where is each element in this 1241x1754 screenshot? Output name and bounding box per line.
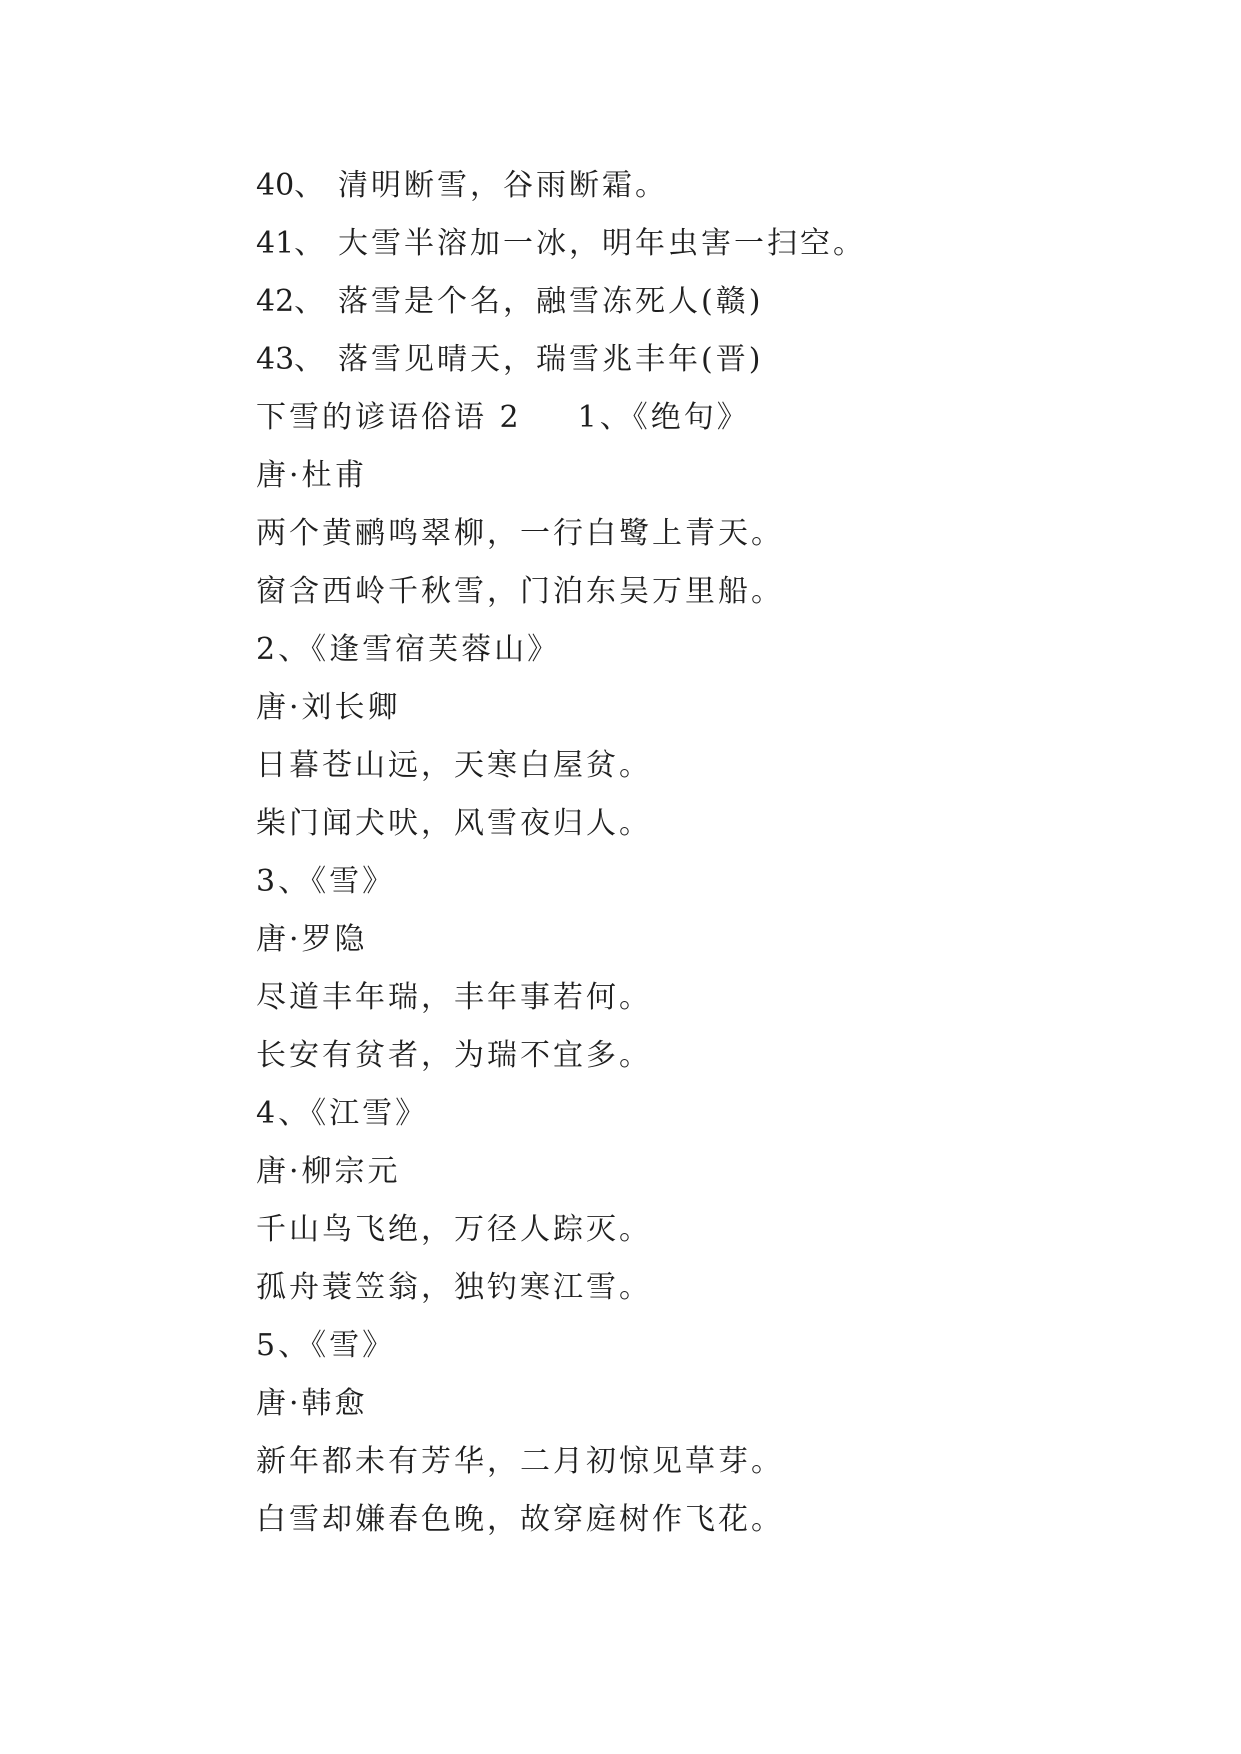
proverb-number: 42、 — [256, 284, 325, 319]
poem-title: 4、《江雪》 — [256, 1096, 429, 1131]
proverb-text: 大雪半溶加一冰，明年虫害一扫空。 — [338, 226, 866, 261]
poem-line: 窗含西岭千秋雪，门泊东吴万里船。 — [256, 574, 784, 609]
section-heading — [256, 398, 750, 438]
poem-title: 1、《绝句》 — [577, 400, 750, 435]
poem-title: 3、《雪》 — [256, 864, 396, 899]
proverb-number: 43、 — [256, 342, 325, 377]
poem-author: 唐·刘长卿 — [256, 690, 401, 725]
poem-line: 白雪却嫌春色晚，故穿庭树作飞花。 — [256, 1502, 784, 1537]
poem-author: 唐·柳宗元 — [256, 1154, 401, 1189]
proverb-line — [256, 340, 763, 380]
poem-line: 孤舟蓑笠翁，独钓寒江雪。 — [256, 1270, 652, 1305]
proverb-number: 40、 — [256, 168, 325, 203]
proverb-text: 落雪见晴天，瑞雪兆丰年(晋) — [338, 342, 764, 377]
proverb-line — [256, 166, 668, 206]
poem-line: 尽道丰年瑞，丰年事若何。 — [256, 980, 652, 1015]
section-title: 下雪的谚语俗语 2 — [256, 400, 522, 435]
proverb-text: 落雪是个名，融雪冻死人(赣) — [338, 284, 764, 319]
poem-line: 新年都未有芳华，二月初惊见草芽。 — [256, 1444, 784, 1479]
proverb-number: 41、 — [256, 226, 325, 261]
poem-line: 日暮苍山远，天寒白屋贫。 — [256, 748, 652, 783]
poem-author: 唐·杜甫 — [256, 458, 368, 493]
poem-author: 唐·罗隐 — [256, 922, 368, 957]
poem-line: 千山鸟飞绝，万径人踪灭。 — [256, 1212, 652, 1247]
poem-line: 长安有贫者，为瑞不宜多。 — [256, 1038, 652, 1073]
poem-title: 2、《逢雪宿芙蓉山》 — [256, 632, 561, 667]
poem-line: 两个黄鹂鸣翠柳，一行白鹭上青天。 — [256, 516, 784, 551]
poem-author: 唐·韩愈 — [256, 1386, 368, 1421]
proverb-text: 清明断雪，谷雨断霜。 — [338, 168, 668, 203]
proverb-line — [256, 224, 866, 264]
proverb-line — [256, 282, 763, 322]
poem-line: 柴门闻犬吠，风雪夜归人。 — [256, 806, 652, 841]
poem-title: 5、《雪》 — [256, 1328, 396, 1363]
